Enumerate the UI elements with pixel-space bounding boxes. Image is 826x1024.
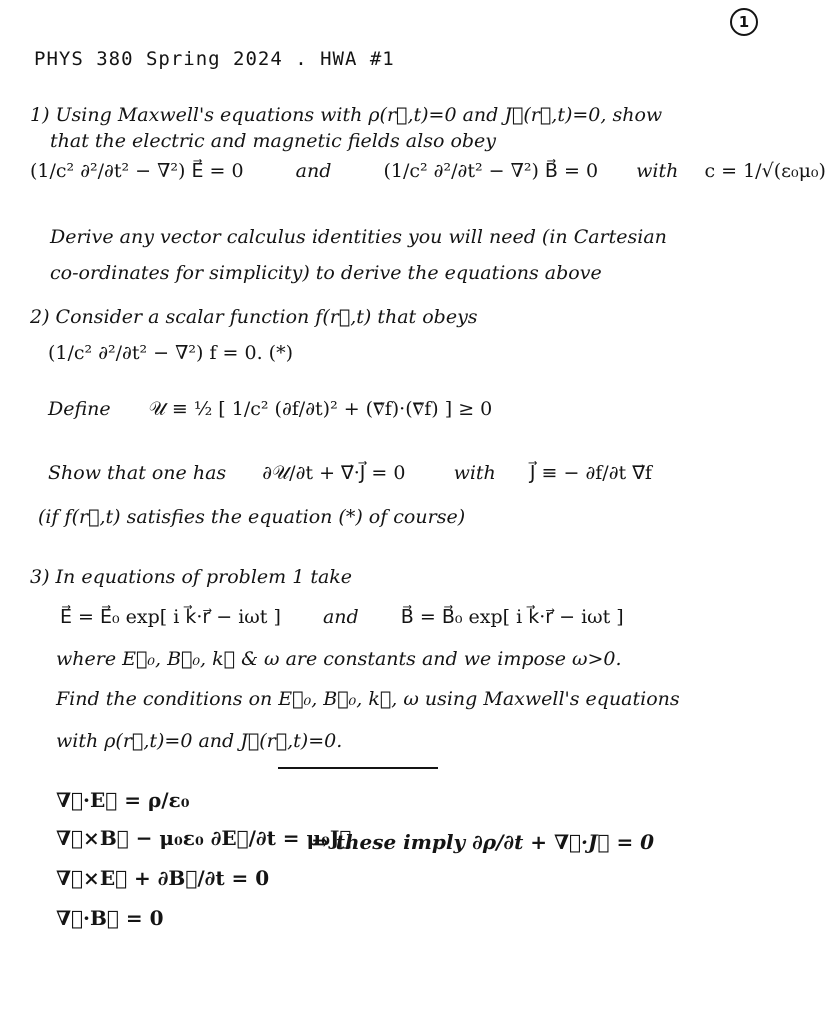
problem3-line1: 3) In equations of problem 1 take [30, 566, 353, 588]
problem1-equations [30, 160, 826, 182]
problem1-line3: Derive any vector calculus identities you will need (in Cartesian [50, 226, 667, 248]
gauss-law: ∇⃗·E⃗ = ρ/ε₀ [56, 788, 190, 812]
problem1-line1: 1) Using Maxwell's equations with ρ(r⃗,t)=0 and J⃗(r⃗,t)=0, show [30, 104, 663, 126]
energy-density-eq: 𝒰 ≡ ½ [ 1/c² (∂f/∂t)² + (∇⃗f)·(∇⃗f) ] ≥ 0 [148, 398, 493, 420]
with-word: with [636, 160, 679, 182]
problem2-line1: 2) Consider a scalar function f(r⃗,t) that obeys [30, 306, 478, 328]
problem3-line3: Find the conditions on E⃗₀, B⃗₀, k⃗, ω using Maxwell's equations [56, 688, 680, 710]
show-label: Show that one has [48, 462, 227, 484]
plane-wave-E: E⃗ = E⃗₀ exp[ i k⃗·r⃗ − iωt ] [60, 606, 281, 628]
continuity-eq: ∂𝒰/∂t + ∇⃗·J⃗ = 0 [262, 462, 406, 484]
problem2-show [48, 462, 652, 484]
page-number: 1 [730, 8, 758, 36]
gauss-magnetism-law: ∇⃗·B⃗ = 0 [56, 906, 164, 930]
and-word: and [295, 160, 332, 182]
ampere-maxwell-law: ∇⃗×B⃗ − μ₀ε₀ ∂E⃗/∂t = μ₀J⃗ [56, 826, 352, 850]
wave-equation-B: (1/c² ∂²/∂t² − ∇²) B⃗ = 0 [383, 160, 599, 182]
current-def-eq: J⃗ ≡ − ∂f/∂t ∇⃗f [529, 462, 652, 484]
problem2-wave-equation: (1/c² ∂²/∂t² − ∇²) f = 0. (*) [48, 342, 293, 364]
section-divider [278, 767, 438, 769]
problem1-line2: that the electric and magnetic fields also obey [50, 130, 497, 152]
problem2-definition [48, 398, 492, 420]
and-word-3: and [322, 606, 359, 628]
charge-conservation-note: ⇒ these imply ∂ρ/∂t + ∇⃗·J⃗ = 0 [312, 830, 655, 854]
speed-of-light-eq: c = 1/√(ε₀μ₀) [704, 160, 826, 182]
wave-equation-E: (1/c² ∂²/∂t² − ∇²) E⃗ = 0 [30, 160, 244, 182]
problem3-plane-waves [60, 606, 624, 628]
problem3-line4: with ρ(r⃗,t)=0 and J⃗(r⃗,t)=0. [56, 730, 343, 752]
problem1-line4: co-ordinates for simplicity) to derive the equations above [50, 262, 602, 284]
problem3-line2: where E⃗₀, B⃗₀, k⃗ & ω are constants and we impose ω>0. [56, 648, 622, 670]
plane-wave-B: B⃗ = B⃗₀ exp[ i k⃗·r⃗ − iωt ] [400, 606, 624, 628]
define-label: Define [48, 398, 111, 420]
with-word-2: with [453, 462, 496, 484]
problem2-condition: (if f(r⃗,t) satisfies the equation (*) of course) [38, 506, 466, 528]
faraday-law: ∇⃗×E⃗ + ∂B⃗/∂t = 0 [56, 866, 270, 890]
page-header: PHYS 380 Spring 2024 . HWA #1 [34, 48, 395, 70]
